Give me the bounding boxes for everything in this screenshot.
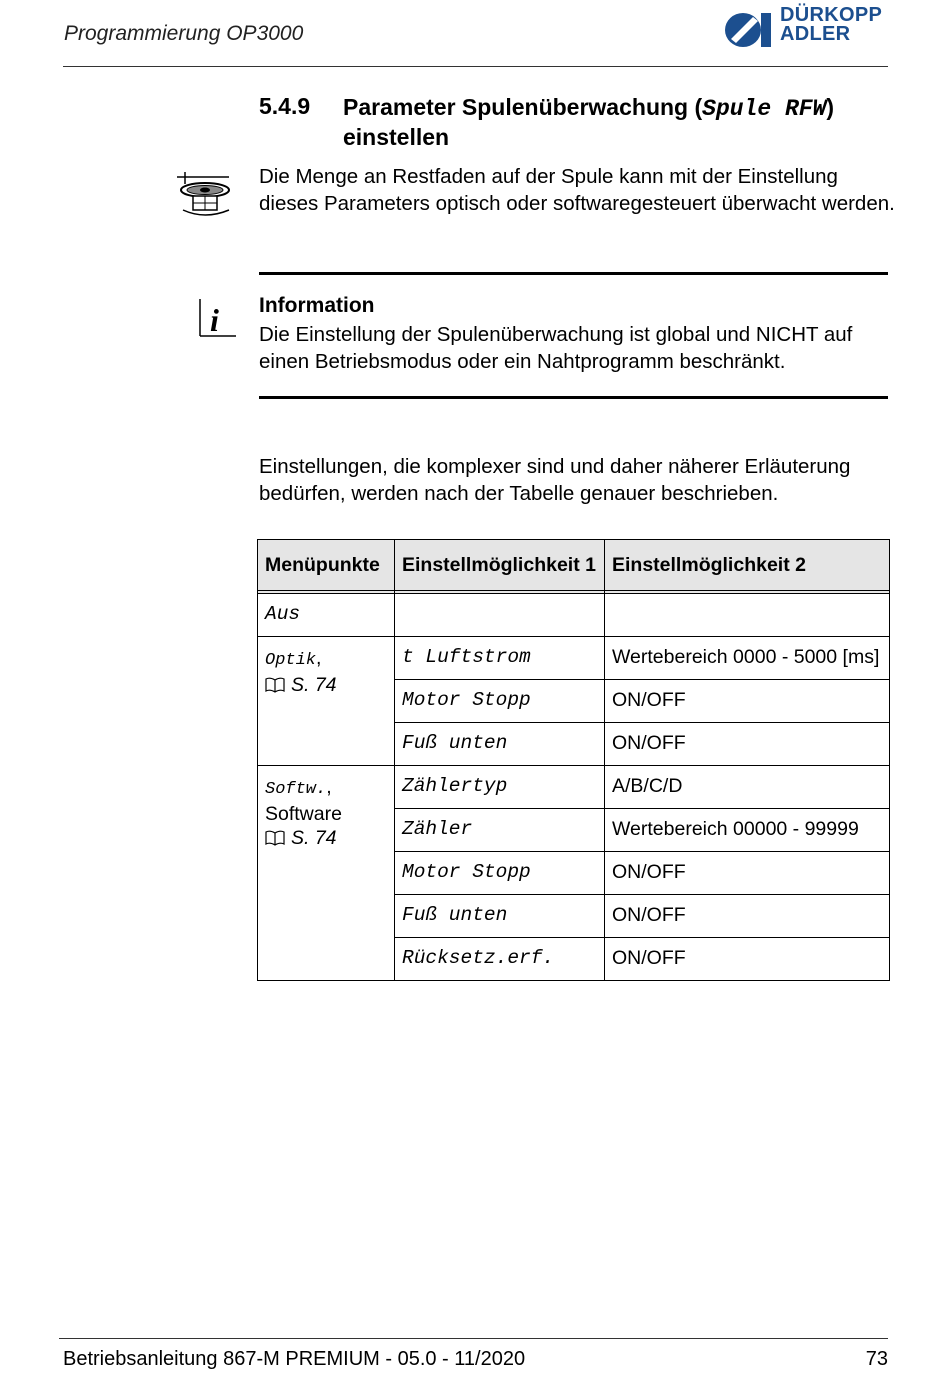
section-title-close: ) [826,94,835,120]
info-title: Information [259,294,375,317]
bobbin-icon [177,172,235,222]
menu-item-suffix: , [326,776,332,798]
option2-cell: Wertebereich 00000 - 99999 [605,809,890,852]
menu-item-cell [258,637,395,766]
option2-cell: A/B/C/D [605,766,890,809]
option1-cell: Fuß unten [395,723,605,766]
column-header: Einstellmöglichkeit 1 [395,540,605,591]
option2-cell: Wertebereich 0000 - 5000 [ms] [605,637,890,680]
menu-item-code: Softw. [265,780,327,799]
menu-item-code: Optik [265,651,317,670]
option2-cell: ON/OFF [605,852,890,895]
column-header: Einstellmöglichkeit 2 [605,540,890,591]
explanation-paragraph: Einstellungen, die komplexer sind und daher näherer Erläuterung bedürfen, werden nach der Tabelle genauer beschrieben. [259,455,851,505]
option1-cell: Motor Stopp [395,680,605,723]
section-title-code: Spule RFW [702,96,827,122]
running-title: Programmierung OP3000 [64,22,304,45]
option2-cell: ON/OFF [605,723,890,766]
info-divider-bottom [259,396,888,399]
info-icon [199,298,237,340]
menu-item-suffix: , [316,647,322,669]
menu-item-text: Software [265,803,342,825]
section-title [343,93,888,151]
table-row [258,594,890,637]
table-header-row [258,540,890,591]
logo-mark-icon [723,9,777,49]
option2-cell: ON/OFF [605,680,890,723]
logo-text-line2: ADLER [780,23,851,45]
book-icon [265,677,285,693]
section-title-line2: einstellen [343,124,450,150]
option2-cell: ON/OFF [605,895,890,938]
intro-paragraph: Die Menge an Restfaden auf der Spule kann mit der Einstellung dieses Parameters optisch oder softwaregesteuert überwacht werden. [259,165,895,215]
page-reference: S. 74 [291,674,337,696]
info-divider-top [259,272,888,275]
option1-cell: Zählertyp [395,766,605,809]
company-logo [723,6,893,50]
option1-cell [395,594,605,637]
page-number: 73 [865,1348,888,1370]
section-title-text: Parameter Spulenüberwachung ( [343,94,703,120]
option2-cell: ON/OFF [605,938,890,981]
page-reference: S. 74 [291,827,337,849]
svg-text:i: i [210,302,219,338]
info-text: Die Einstellung der Spulenüberwachung ist global und NICHT auf einen Betriebsmodus oder ein Nahtprogramm beschränkt. [259,323,853,373]
section-number: 5.4.9 [259,93,311,119]
option1-cell: t Luftstrom [395,637,605,680]
footer-document-title: Betriebsanleitung 867-M PREMIUM - 05.0 - 11/2020 [63,1348,526,1370]
logo-text [780,6,882,44]
option1-cell: Motor Stopp [395,852,605,895]
menu-item-cell [258,766,395,981]
column-header: Menüpunkte [258,540,395,591]
option2-cell [605,594,890,637]
menu-item-cell: Aus [258,594,395,637]
book-icon [265,830,285,846]
header-divider [63,66,888,67]
option1-cell: Rücksetz.erf. [395,938,605,981]
logo-text-line1: DÜRKOPP [780,4,883,26]
footer-divider [59,1338,888,1339]
option1-cell: Zähler [395,809,605,852]
table-row [258,637,890,680]
parameter-table [257,539,890,981]
option1-cell: Fuß unten [395,895,605,938]
table-row [258,766,890,809]
